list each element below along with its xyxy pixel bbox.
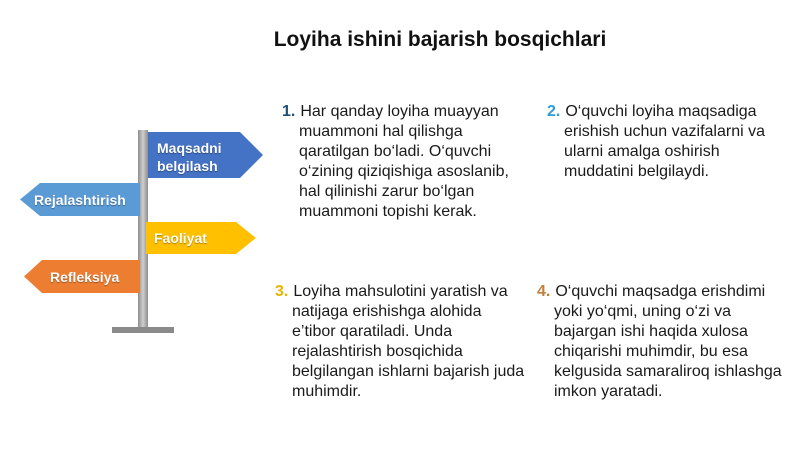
signpost-base [112, 327, 174, 333]
signpost-illustration [0, 0, 300, 449]
step-2-number: 2. [547, 103, 561, 120]
step-1 [282, 102, 522, 222]
step-3-number: 3. [275, 283, 289, 300]
step-1-text: Har qanday loyiha muayyan muammoni hal qilishga qaratilgan bo‘ladi. O‘quvchi o‘zining qiziqishiga asoslanib, hal qilinishi zarur bo‘lgan muammoni topishi kerak. [299, 103, 509, 220]
step-2-text: O‘quvchi loyiha maqsadiga erishish uchun vazifalarni va ularni amalga oshirish muddatini belgilaydi. [564, 103, 765, 180]
step-3 [275, 282, 525, 402]
step-4-number: 4. [537, 283, 551, 300]
step-4 [537, 282, 782, 402]
sign-refleksiya-label: Refleksiya [50, 269, 120, 285]
step-2 [547, 102, 777, 182]
step-1-number: 1. [282, 103, 296, 120]
sign-maqsad-label: Maqsadni belgilash [157, 140, 222, 174]
page-title: Loyiha ishini bajarish bosqichlari [273, 28, 607, 51]
step-4-text: O‘quvchi maqsadga erishdimi yoki yo‘qmi, uning o‘zi va bajargan ishi haqida xulosa chiqarishi muhimdir, bu esa kelgusida samaraliroq ishlashga imkon yaratadi. [554, 283, 782, 400]
sign-faoliyat-label: Faoliyat [154, 230, 207, 246]
sign-rejalash-label: Rejalashtirish [34, 192, 126, 208]
step-3-text: Loyiha mahsulotini yaratish va natijaga erishishga alohida e’tibor qaratiladi. Unda rejalashtirish bosqichida belgilangan ishlarni bajarish juda muhimdir. [292, 283, 525, 400]
